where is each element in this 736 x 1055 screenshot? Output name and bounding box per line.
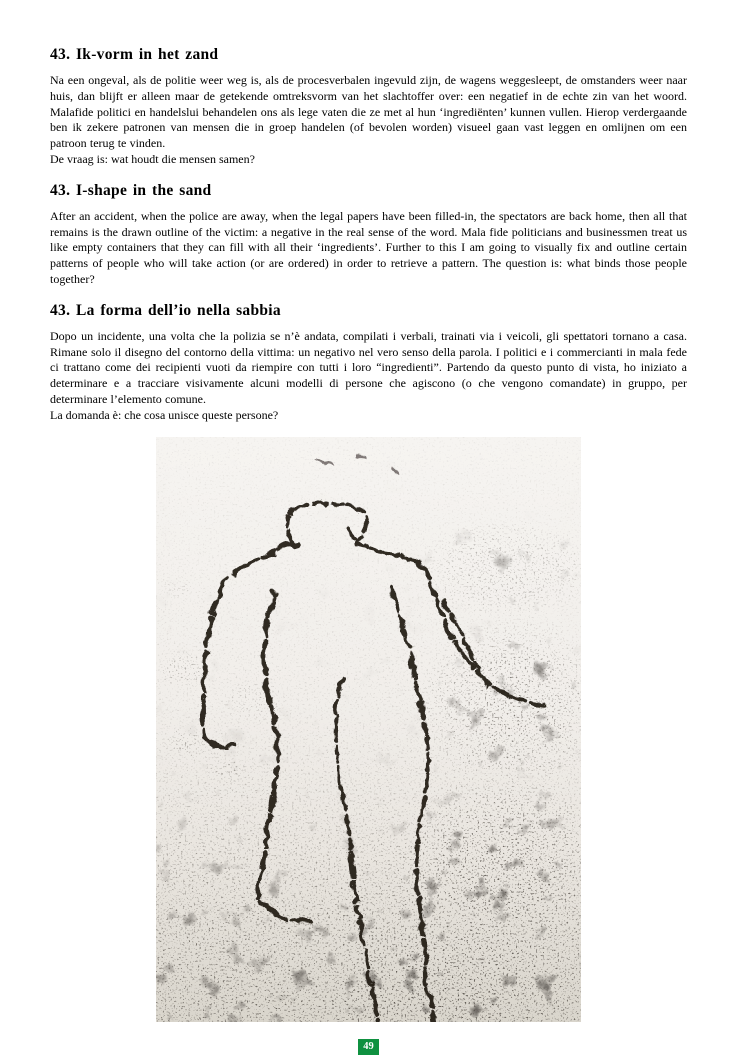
section-question-italian: La domanda è: che cosa unisce queste persone? <box>50 407 279 422</box>
page-number: 49 <box>363 1041 374 1053</box>
section-italian <box>50 302 687 424</box>
section-paragraph-dutch: Na een ongeval, als de politie weer weg is, als de procesverbalen ingevuld zijn, de wagens weggesleept, de omstanders weer naar huis, dan blijft er alleen maar de getekende omtreksvorm van het slachtoffer over: een negatief in de echte zin van het woord. Malafide politici en handelslui behandelen ons als lege vaten die ze met al hun ‘ingrediënten’ kunnen vullen. Hierop verdergaande ben ik zekere patronen van mensen die in groep handelen (of bevolen worden) visueel gaan vast leggen en omlijnen om een patroon terug te vinden. <box>50 73 687 151</box>
section-question-dutch: De vraag is: wat houdt die mensen samen? <box>50 151 255 166</box>
sand-outline-photograph <box>50 437 687 1022</box>
page-number-badge <box>358 1039 379 1055</box>
section-english <box>50 182 687 288</box>
section-dutch <box>50 46 687 168</box>
section-paragraph-italian: Dopo un incidente, una volta che la polizia se n’è andata, compilati i verbali, trainati via i veicoli, gli spettatori tornano a casa. Rimane solo il disegno del contorno della vittima: un negativo nel vero senso della parola. I politici e i commercianti in mala fede ci trattano come dei recipienti vuoti da riempire con tutti i loro “ingredienti”. Partendo da questo punto di vista, ho iniziato a determinare e a tracciare visivamente alcuni modelli di persone che agiscono (o che vengono comandate) in gruppo, per determinare l’elemento comune. <box>50 328 687 406</box>
section-heading-dutch: 43. Ik-vorm in het zand <box>50 46 219 63</box>
section-paragraph-english: After an accident, when the police are away, when the legal papers have been filled-in, the spectators are back home, then all that remains is the drawn outline of the victim: a negative in the real sense of the word. Mala fide politicians and businessmen treat us like empty containers that they can fill with all their ‘ingredients’. Further to this I am going to visually fix and outline certain patterns of people who will take action (or are ordered) in order to retrieve a pattern. The question is: what binds those people together? <box>50 208 687 286</box>
section-heading-italian: 43. La forma dell’io nella sabbia <box>50 301 281 319</box>
section-heading-english: 43. I-shape in the sand <box>50 181 212 199</box>
sand-body-outline-image <box>156 437 581 1022</box>
